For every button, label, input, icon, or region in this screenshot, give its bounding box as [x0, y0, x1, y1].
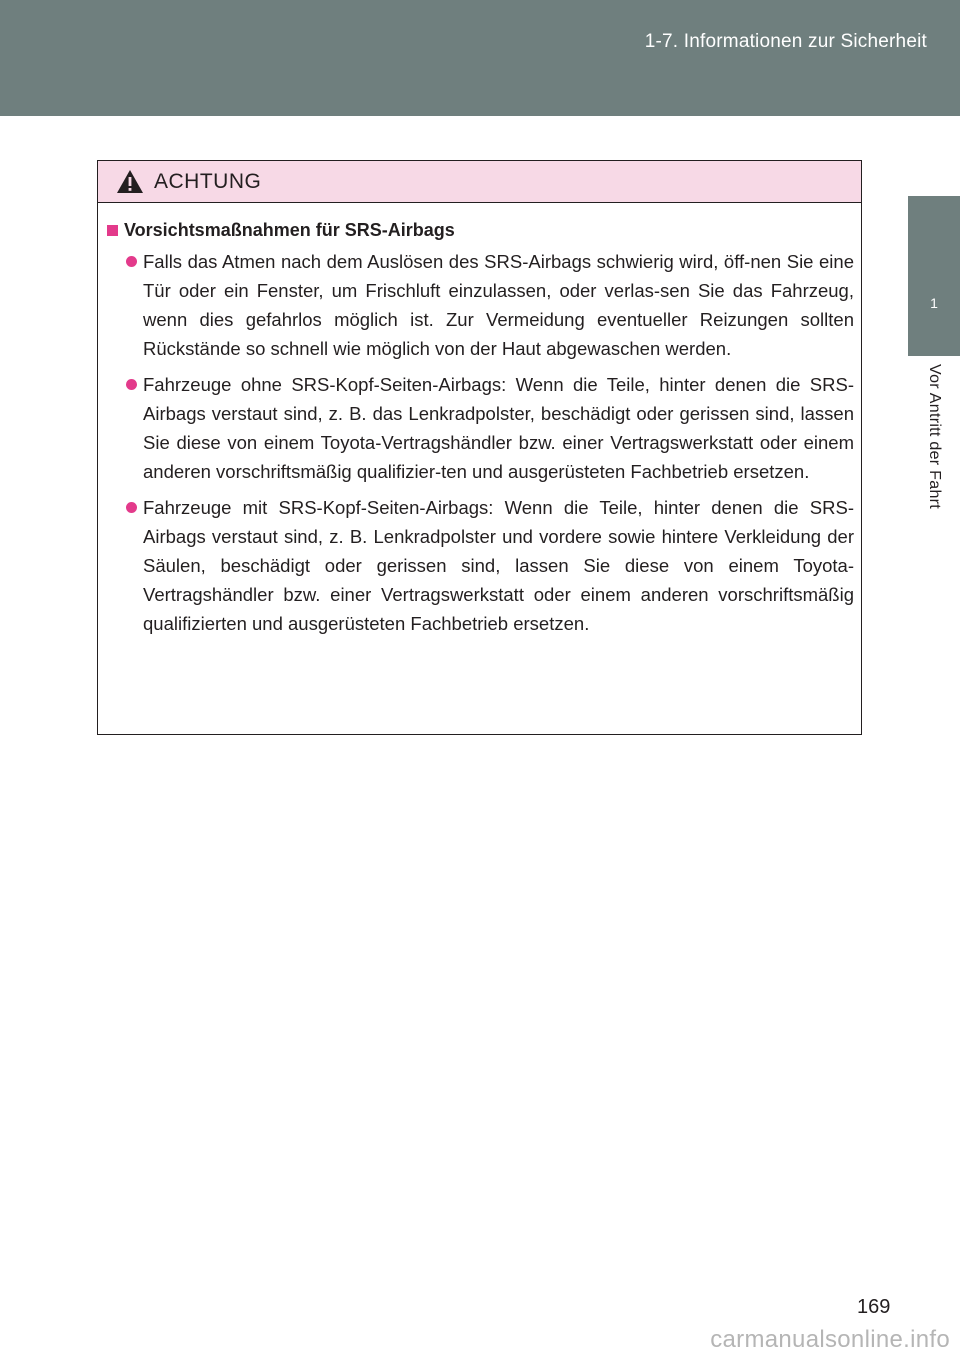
- bullet-dot-icon: [126, 379, 137, 390]
- chapter-title: Vor Antritt der Fahrt: [926, 364, 943, 510]
- caution-heading: ACHTUNG: [154, 169, 262, 193]
- section-header-title: 1-7. Informationen zur Sicherheit: [644, 31, 927, 52]
- caution-box: [97, 160, 862, 735]
- bullet-dot-icon: [126, 256, 137, 267]
- chapter-tab-label: [908, 356, 960, 566]
- list-item: [126, 370, 854, 486]
- page-number: 169: [857, 1296, 891, 1318]
- caution-section-title: [107, 220, 455, 241]
- chapter-tab-number: [908, 196, 960, 356]
- watermark: carmanualsonline.info: [710, 1326, 950, 1353]
- warning-triangle-icon: [116, 169, 144, 194]
- list-item: [126, 247, 854, 363]
- caution-header: [98, 161, 861, 203]
- header-bar: [0, 0, 960, 116]
- square-bullet-icon: [107, 225, 118, 236]
- bullet-text: Falls das Atmen nach dem Auslösen des SRS-Airbags schwierig wird, öff-nen Sie eine Tür oder ein Fenster, um Frischluft einzulassen, oder verlas-sen Sie das Fahrzeug, wenn dies gefahrlos möglich ist. Zur Vermeidung eventueller Reizungen sollten Rückstände so schnell wie möglich von der Haut abgewaschen werden.: [143, 251, 854, 359]
- chapter-number: 1: [930, 295, 938, 311]
- section-title-text: Vorsichtsmaßnahmen für SRS-Airbags: [124, 220, 455, 240]
- bullet-dot-icon: [126, 502, 137, 513]
- bullet-text: Fahrzeuge mit SRS-Kopf-Seiten-Airbags: Wenn die Teile, hinter denen die SRS-Airbags verstaut sind, z. B. Lenkradpolster und vordere sowie hintere Verkleidung der Säulen, beschädigt oder gerissen sind, lassen Sie diese von einem Toyota-Vertragshändler bzw. einer Vertragswerkstatt oder einem anderen vorschriftsmäßig qualifizierten und ausgerüsteten Fachbetrieb ersetzen.: [143, 497, 854, 634]
- bullet-text: Fahrzeuge ohne SRS-Kopf-Seiten-Airbags: Wenn die Teile, hinter denen die SRS-Airbags verstaut sind, z. B. das Lenkradpolster, beschädigt oder gerissen sind, lassen Sie diese von einem Toyota-Vertragshändler bzw. einer Vertragswerkstatt oder einem anderen vorschriftsmäßig qualifizier-ten und ausgerüsteten Fachbetrieb ersetzen.: [143, 374, 854, 482]
- list-item: [126, 493, 854, 638]
- caution-bullet-list: [126, 247, 854, 645]
